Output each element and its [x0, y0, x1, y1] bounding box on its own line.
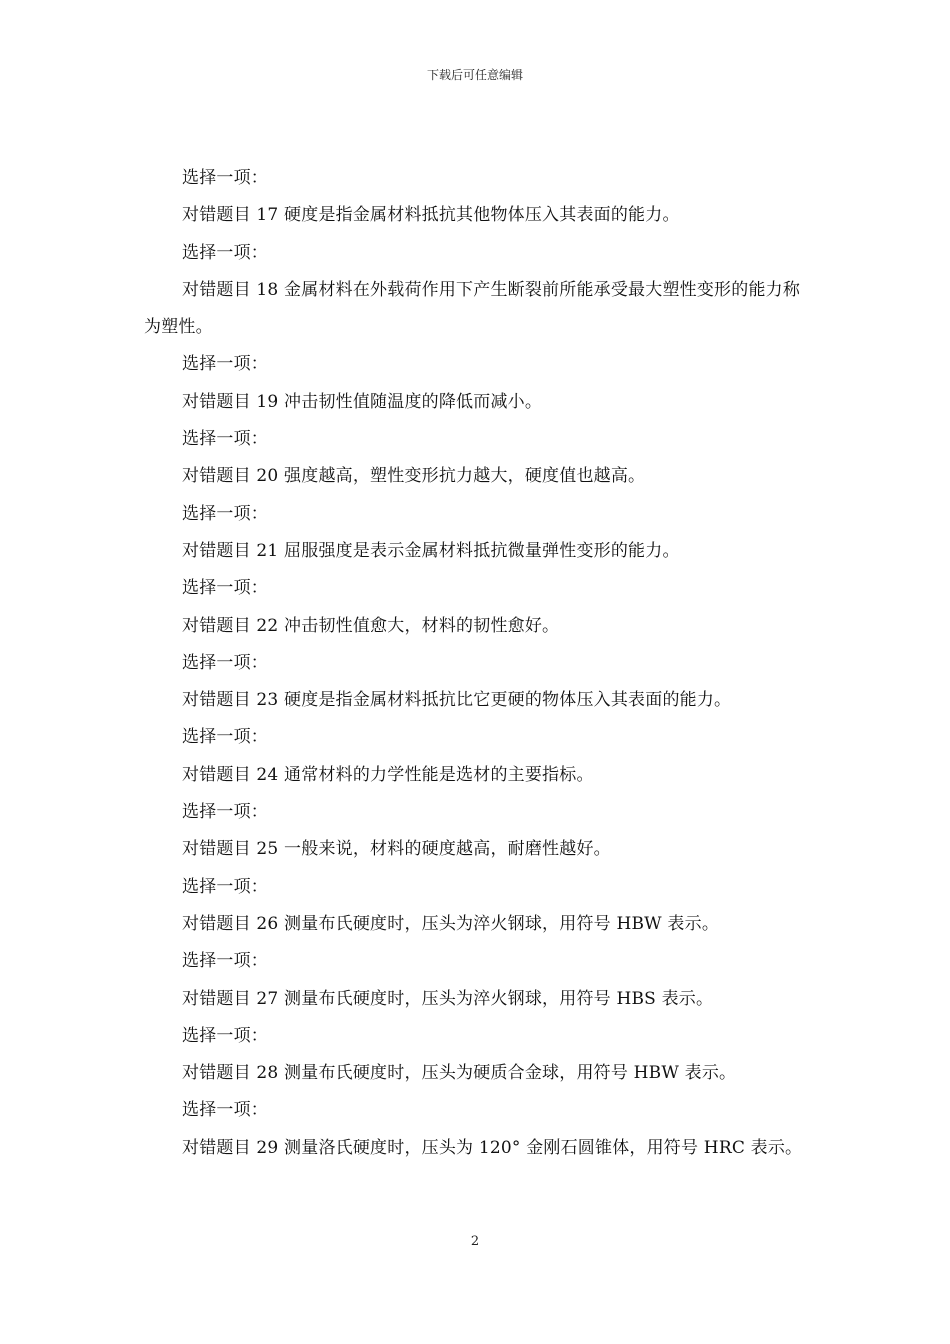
paragraph: 对错题目 28 测量布氏硬度时，压头为硬质合金球，用符号 HBW 表示。 [182, 1063, 737, 1084]
paragraph: 对错题目 22 冲击韧性值愈大，材料的韧性愈好。 [182, 615, 560, 636]
paragraph: 选择一项： [182, 429, 268, 450]
paragraph: 选择一项： [182, 242, 268, 263]
paragraph: 选择一项： [182, 168, 268, 188]
paragraph: 选择一项： [182, 951, 268, 972]
page-header: 下载后可任意编辑 [426, 68, 523, 82]
paragraph: 选择一项： [182, 652, 268, 673]
paragraph: 对错题目 23 硬度是指金属材料抵抗比它更硬的物体压入其表面的能力。 [182, 690, 732, 711]
paragraph: 选择一项： [182, 503, 268, 524]
paragraph: 对错题目 24 通常材料的力学性能是选材的主要指标。 [182, 764, 594, 785]
paragraph: 选择一项： [182, 727, 268, 748]
paragraph: 对错题目 26 测量布氏硬度时，压头为淬火钢球，用符号 HBW 表示。 [182, 913, 720, 934]
paragraph: 选择一项： [182, 354, 268, 375]
paragraph: 选择一项： [182, 876, 268, 897]
page-number: 2 [470, 1234, 480, 1249]
document-body [144, 160, 808, 1167]
paragraph: 对错题目 21 屈服强度是表示金属材料抵抗微量弹性变形的能力。 [182, 540, 680, 561]
paragraph: 选择一项： [182, 1100, 268, 1121]
paragraph: 对错题目 27 测量布氏硬度时，压头为淬火钢球，用符号 HBS 表示。 [182, 988, 714, 1009]
paragraph: 对错题目 20 强度越高，塑性变形抗力越大，硬度值也越高。 [182, 466, 646, 487]
paragraph: 选择一项： [182, 802, 268, 823]
paragraph: 对错题目 18 金属材料在外载荷作用下产生断裂前所能承受最大塑性变形的能力称为塑性。 [144, 279, 801, 338]
paragraph: 对错题目 25 一般来说，材料的硬度越高，耐磨性越好。 [182, 839, 611, 860]
paragraph: 对错题目 19 冲击韧性值随温度的降低而减小。 [182, 391, 543, 412]
paragraph: 对错题目 17 硬度是指金属材料抵抗其他物体压入其表面的能力。 [182, 205, 680, 226]
paragraph: 对错题目 29 测量洛氏硬度时，压头为 120° 金刚石圆锥体，用符号 HRC 表示。 [182, 1137, 803, 1158]
paragraph: 选择一项： [182, 1025, 268, 1046]
paragraph: 选择一项： [182, 578, 268, 599]
